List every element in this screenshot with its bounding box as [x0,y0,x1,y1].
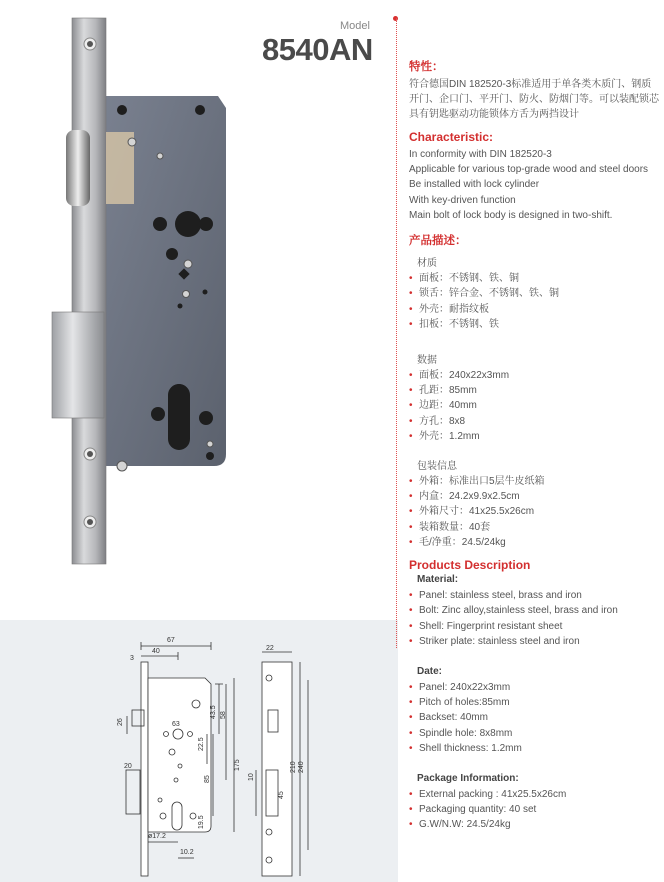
features-cn-title: 特性： [409,61,444,73]
list-item: • Pitch of holes:85mm [409,695,659,710]
characteristic-line: Main bolt of lock body is designed in two-shift. [409,209,613,221]
list-item: • Panel: 240x22x3mm [409,680,659,695]
dim-175: 175 [234,759,241,771]
technical-drawing [0,620,398,882]
list-item: • Bolt: Zinc alloy,stainless steel, brass and iron [409,603,659,618]
features-cn-text: 符合德国DIN 182520-3标准适用于单各类木质门、钢质开门、企口门、平开门、防火、防烟门等。可以装配锁芯具有钥匙驱动功能锁体方舌为两挡设计 [409,79,659,121]
list-item: • Shell thickness: 1.2mm [409,741,659,756]
list-item: • 外箱：标准出口5层牛皮纸箱 [409,474,659,489]
dim-210: 210 [290,761,297,773]
material-cn-title: 材质 [417,258,437,269]
list-item: • Packaging quantity: 40 set [409,802,659,817]
product-cn-title: 产品描述： [409,235,467,247]
product-en-title: Products Description [409,558,531,572]
latch-bolt [66,130,90,206]
list-item: • G.W/N.W: 24.5/24kg [409,817,659,832]
faceplate [72,18,106,564]
dim-10-2: 10.2 [180,849,194,856]
list-item: • Backset: 40mm [409,710,659,725]
characteristic-title: Characteristic: [409,130,494,144]
list-item: • 边距：40mm [409,398,659,413]
list-item: • 装箱数量：40套 [409,520,659,535]
data-en-title: Date: [417,665,443,677]
dim-10: 10 [248,773,255,781]
dead-bolt [52,312,104,418]
dim-67: 67 [167,637,175,644]
dim-22-5: 22.5 [198,737,205,751]
list-item: • External packing : 41x25.5x26cm [409,787,659,802]
list-item: • Striker plate: stainless steel and iron [409,634,659,649]
model-name: 8540AN [262,32,373,67]
list-item: • 毛/净重：24.5/24kg [409,535,659,550]
product-cn-section [409,232,659,551]
dim-26: 26 [117,718,124,726]
dim-240: 240 [298,761,305,773]
characteristic-section [409,130,659,223]
list-item: • 方孔：8x8 [409,414,659,429]
list-item: • 扣板：不锈钢、铁 [409,317,659,332]
list-item: • 面板：240x22x3mm [409,368,659,383]
list-item: • Shell: Fingerprint resistant sheet [409,619,659,634]
list-item: • 外壳：1.2mm [409,429,659,444]
dim-22: 22 [266,645,274,652]
dim-40: 40 [152,648,160,655]
characteristic-line: In conformity with DIN 182520-3 [409,149,552,160]
data-cn-title: 数据 [417,354,437,366]
list-item: • 孔距：85mm [409,383,659,398]
characteristic-line: Applicable for various top-grade wood and steel doors [409,164,649,176]
list-item: • Panel: stainless steel, brass and iron [409,588,659,603]
lock-product-image [40,14,280,574]
package-cn-title: 包装信息 [417,460,457,472]
dim-45: 45 [278,791,285,799]
divider-line [396,18,397,648]
list-item: • 面板：不锈钢、铁、铜 [409,271,659,286]
characteristic-line: With key-driven function [409,194,516,206]
dim-58: 58 [220,711,227,719]
list-item: • Spindle hole: 8x8mm [409,726,659,741]
dim-20: 20 [124,763,132,770]
dim-phi-17-2: ø17.2 [148,833,166,840]
dim-19-5: 19.5 [198,815,205,829]
list-item: • 外箱尺寸：41x25.5x26cm [409,504,659,519]
model-label: Model [340,20,370,32]
product-en-section [409,558,659,833]
list-item: • 锁舌：锌合金、不锈钢、铁、铜 [409,286,659,301]
dim-85: 85 [204,775,211,783]
features-cn-section [409,58,659,123]
package-en-title: Package Information: [417,772,519,784]
dim-63: 63 [172,721,180,728]
dim-3: 3 [130,655,134,662]
dim-43-5: 43.5 [210,705,217,719]
list-item: • 内盒：24.2x9.9x2.5cm [409,489,659,504]
list-item: • 外壳：耐指纹板 [409,302,659,317]
characteristic-line: Be installed with lock cylinder [409,179,540,191]
material-en-title: Material: [417,574,459,585]
